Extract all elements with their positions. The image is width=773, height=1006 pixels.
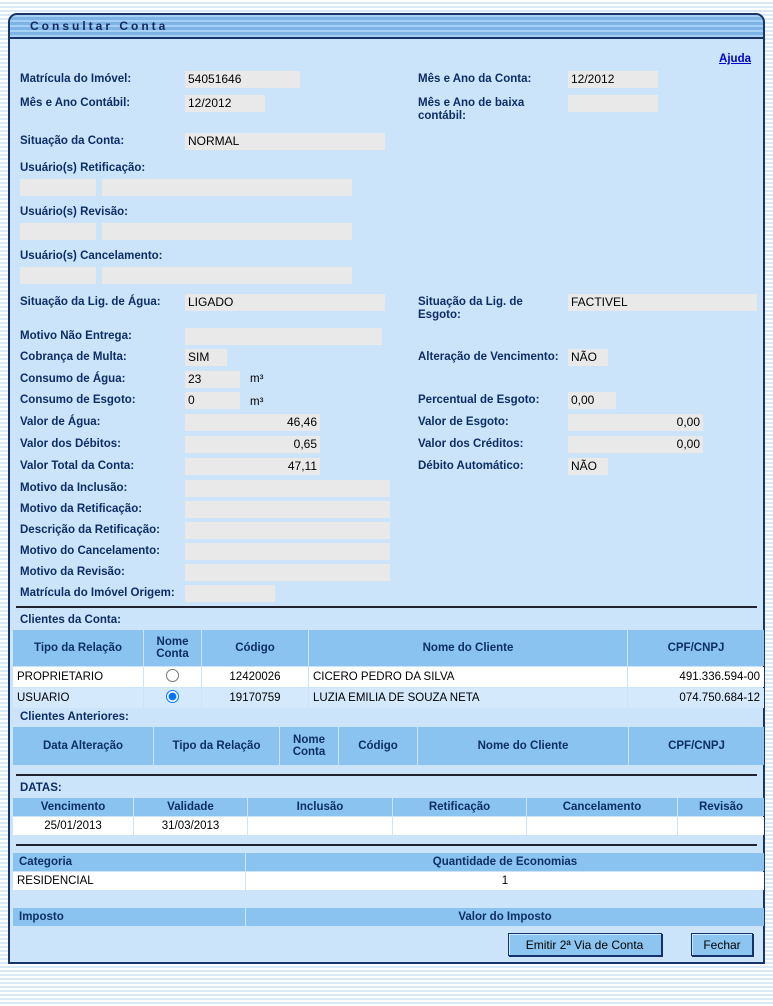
col-codigo: Código — [202, 630, 308, 666]
datas-header-row — [13, 798, 764, 816]
mes-ano-contabil-area — [185, 95, 418, 113]
usuarios-cancelamento-label: Usuário(s) Cancelamento: — [20, 250, 163, 262]
descricao-retificacao-field — [185, 522, 390, 539]
form-row-valor-agua — [20, 414, 757, 432]
consumo-agua-unit: m³ — [250, 373, 264, 385]
col-nome-conta: Nome Conta — [280, 727, 338, 765]
nome-conta-radio-usuario[interactable] — [166, 690, 179, 703]
cliente-nome: CICERO PEDRO DA SILVA — [309, 667, 627, 687]
form-row-debitos — [20, 436, 757, 454]
usuarios-cancelamento-field-2 — [102, 267, 352, 284]
categoria-header-row — [13, 853, 764, 871]
debito-automatico-label: Débito Automático: — [418, 460, 524, 472]
cliente-cpf: 491.336.594-00 — [628, 667, 764, 687]
button-row — [12, 927, 761, 956]
motivo-inclusao-field — [185, 480, 390, 497]
valor-agua-area — [185, 414, 418, 432]
mes-ano-baixa-label: Mês e Ano de baixa contábil: — [418, 97, 525, 122]
col-nome-conta: Nome Conta — [144, 630, 201, 666]
valor-creditos-field: 0,00 — [568, 436, 703, 453]
col-tipo-relacao: Tipo da Relação — [13, 630, 143, 666]
cliente-tipo: USUARIO — [13, 688, 143, 708]
valor-total-label: Valor Total da Conta: — [20, 460, 135, 472]
revisao-value — [678, 817, 764, 835]
fechar-button[interactable]: Fechar — [691, 933, 753, 956]
valor-debitos-area — [185, 436, 418, 454]
form-row-consumo-esgoto — [20, 392, 757, 410]
col-retificacao: Retificação — [393, 798, 526, 816]
descricao-retificacao-label: Descrição da Retificação: — [20, 524, 160, 536]
clientes-anteriores-table — [12, 726, 765, 766]
usuarios-revisao-row — [20, 204, 757, 221]
motivo-inclusao-label: Motivo da Inclusão: — [20, 482, 128, 494]
usuarios-cancelamento-row — [20, 248, 757, 265]
col-quantidade-economias: Quantidade de Economias — [246, 853, 764, 871]
mes-ano-contabil-field: 12/2012 — [185, 95, 265, 112]
cliente-cpf: 074.750.684-12 — [628, 688, 764, 708]
datas-row — [13, 817, 764, 835]
situacao-agua-area — [185, 294, 418, 312]
vencimento-value: 25/01/2013 — [13, 817, 133, 835]
motivo-nao-entrega-label: Motivo Não Entrega: — [20, 330, 132, 342]
clientes-conta-header-row — [13, 630, 764, 666]
col-tipo-relacao: Tipo da Relação — [154, 727, 279, 765]
col-imposto: Imposto — [13, 908, 245, 926]
usuarios-revisao-label: Usuário(s) Revisão: — [20, 206, 129, 218]
valor-debitos-label: Valor dos Débitos: — [20, 438, 121, 450]
mes-ano-baixa-field — [568, 95, 658, 112]
form-row-motivo-revisao — [20, 564, 757, 581]
valor-debitos-field: 0,65 — [185, 436, 320, 453]
cliente-tipo: PROPRIETARIO — [13, 667, 143, 687]
help-row — [12, 39, 761, 71]
usuarios-cancelamento-fields — [20, 267, 757, 284]
validade-value: 31/03/2013 — [134, 817, 247, 835]
debito-automatico-field: NÃO — [568, 458, 608, 475]
matricula-origem-label: Matrícula do Imóvel Origem: — [20, 587, 175, 599]
col-cpf-cnpj: CPF/CNPJ — [628, 630, 764, 666]
consultar-conta-panel — [8, 13, 765, 964]
form-row-motivo-retificacao — [20, 501, 757, 518]
usuarios-retificacao-field-1 — [20, 179, 96, 196]
usuarios-cancelamento-field-1 — [20, 267, 96, 284]
col-categoria: Categoria — [13, 853, 245, 871]
usuarios-revisao-field-2 — [102, 223, 352, 240]
situacao-conta-field: NORMAL — [185, 133, 385, 150]
table-row — [13, 667, 764, 687]
quantidade-economias-value: 1 — [246, 872, 764, 890]
imposto-table — [12, 907, 765, 927]
col-nome-cliente: Nome do Cliente — [309, 630, 627, 666]
clientes-conta-section-label: Clientes da Conta: — [20, 614, 121, 626]
col-cpf-cnpj: CPF/CNPJ — [629, 727, 764, 765]
matricula-imovel-field: 54051646 — [185, 71, 300, 88]
form-row-motivo-cancelamento — [20, 543, 757, 560]
valor-creditos-label: Valor dos Créditos: — [418, 438, 524, 450]
col-revisao: Revisão — [678, 798, 764, 816]
situacao-conta-label: Situação da Conta: — [20, 135, 125, 147]
motivo-cancelamento-field — [185, 543, 390, 560]
col-nome-cliente: Nome do Cliente — [418, 727, 628, 765]
percentual-esgoto-field: 0,00 — [568, 392, 616, 409]
situacao-esgoto-label: Situação da Lig. de Esgoto: — [418, 296, 523, 321]
valor-esgoto-field: 0,00 — [568, 414, 703, 431]
form-row-ligacoes — [20, 294, 757, 322]
form-row-matricula — [20, 71, 757, 89]
emitir-segunda-via-button[interactable]: Emitir 2ª Via de Conta — [508, 933, 662, 956]
col-validade: Validade — [134, 798, 247, 816]
alteracao-vencimento-label: Alteração de Vencimento: — [418, 351, 559, 363]
categoria-row — [13, 872, 764, 890]
col-cancelamento: Cancelamento — [527, 798, 677, 816]
mes-ano-conta-field: 12/2012 — [568, 71, 658, 88]
usuarios-revisao-fields — [20, 223, 757, 240]
usuarios-retificacao-row — [20, 160, 757, 177]
usuarios-retificacao-fields — [20, 179, 757, 196]
usuarios-retificacao-label: Usuário(s) Retificação: — [20, 162, 146, 174]
form-row-matricula-origem — [20, 585, 757, 602]
conta-form — [12, 71, 761, 602]
col-codigo: Código — [339, 727, 417, 765]
motivo-retificacao-label: Motivo da Retificação: — [20, 503, 143, 515]
form-row-contabil — [20, 95, 757, 123]
imposto-header-row — [13, 908, 764, 926]
mes-ano-contabil-label: Mês e Ano Contábil: — [20, 97, 131, 109]
col-valor-imposto: Valor do Imposto — [246, 908, 764, 926]
alteracao-vencimento-field: NÃO — [568, 349, 608, 366]
form-row-motivo-inclusao — [20, 480, 757, 497]
situacao-agua-field: LIGADO — [185, 294, 385, 311]
separator-categoria — [16, 844, 757, 846]
consumo-esgoto-unit: m³ — [250, 396, 264, 408]
consumo-agua-field: 23 — [185, 371, 240, 388]
datas-table — [12, 797, 765, 836]
consumo-esgoto-area — [185, 392, 418, 410]
datas-section-label: DATAS: — [20, 782, 62, 794]
consumo-esgoto-label: Consumo de Esgoto: — [20, 394, 136, 406]
motivo-retificacao-field — [185, 501, 390, 518]
form-row-descricao-retificacao — [20, 522, 757, 539]
motivo-nao-entrega-field — [185, 328, 382, 345]
usuarios-retificacao-field-2 — [102, 179, 352, 196]
valor-agua-label: Valor de Água: — [20, 416, 101, 428]
mes-ano-conta-label: Mês e Ano da Conta: — [418, 73, 532, 85]
panel-title-tab — [8, 13, 765, 39]
separator-clientes — [16, 606, 757, 608]
retificacao-value — [393, 817, 526, 835]
matricula-origem-field — [185, 585, 275, 602]
matricula-area — [185, 71, 418, 89]
panel-body — [8, 39, 765, 964]
separator-datas — [16, 774, 757, 776]
motivo-revisao-field — [185, 564, 390, 581]
categoria-value: RESIDENCIAL — [13, 872, 245, 890]
col-inclusao: Inclusão — [248, 798, 392, 816]
cancelamento-value — [527, 817, 677, 835]
form-row-situacao-conta — [20, 133, 757, 150]
percentual-esgoto-label: Percentual de Esgoto: — [418, 394, 540, 406]
form-row-nao-entrega — [20, 328, 757, 345]
cliente-codigo: 12420026 — [202, 667, 308, 687]
form-row-total — [20, 458, 757, 476]
clientes-conta-table — [12, 629, 765, 709]
motivo-cancelamento-label: Motivo do Cancelamento: — [20, 545, 160, 557]
cliente-nome-conta-cell — [144, 667, 201, 687]
form-row-multa — [20, 349, 757, 367]
valor-esgoto-label: Valor de Esgoto: — [418, 416, 509, 428]
col-vencimento: Vencimento — [13, 798, 133, 816]
situacao-esgoto-field: FACTIVEL — [568, 294, 757, 311]
valor-agua-field: 46,46 — [185, 414, 320, 431]
motivo-revisao-label: Motivo da Revisão: — [20, 566, 125, 578]
clientes-anteriores-header-row — [13, 727, 764, 765]
consumo-esgoto-field: 0 — [185, 392, 240, 409]
usuarios-revisao-field-1 — [20, 223, 96, 240]
consumo-agua-label: Consumo de Água: — [20, 373, 126, 385]
page-title: Consultar Conta — [30, 19, 169, 33]
valor-total-field: 47,11 — [185, 458, 320, 475]
cobranca-multa-field: SIM — [185, 349, 227, 366]
matricula-imovel-label: Matrícula do Imóvel: — [20, 73, 132, 85]
categoria-table — [12, 852, 765, 891]
cliente-codigo: 19170759 — [202, 688, 308, 708]
cobranca-multa-area — [185, 349, 418, 367]
cliente-nome-conta-cell — [144, 688, 201, 708]
cobranca-multa-label: Cobrança de Multa: — [20, 351, 127, 363]
situacao-agua-label: Situação da Lig. de Água: — [20, 296, 161, 308]
inclusao-value — [248, 817, 392, 835]
form-row-consumo-agua — [20, 371, 757, 388]
col-data-alteracao: Data Alteração — [13, 727, 153, 765]
cliente-nome: LUZIA EMILIA DE SOUZA NETA — [309, 688, 627, 708]
table-row — [13, 688, 764, 708]
ajuda-link[interactable]: Ajuda — [719, 53, 751, 65]
valor-total-area — [185, 458, 418, 476]
nome-conta-radio-proprietario[interactable] — [166, 669, 179, 682]
clientes-anteriores-section-label: Clientes Anteriores: — [20, 711, 129, 723]
